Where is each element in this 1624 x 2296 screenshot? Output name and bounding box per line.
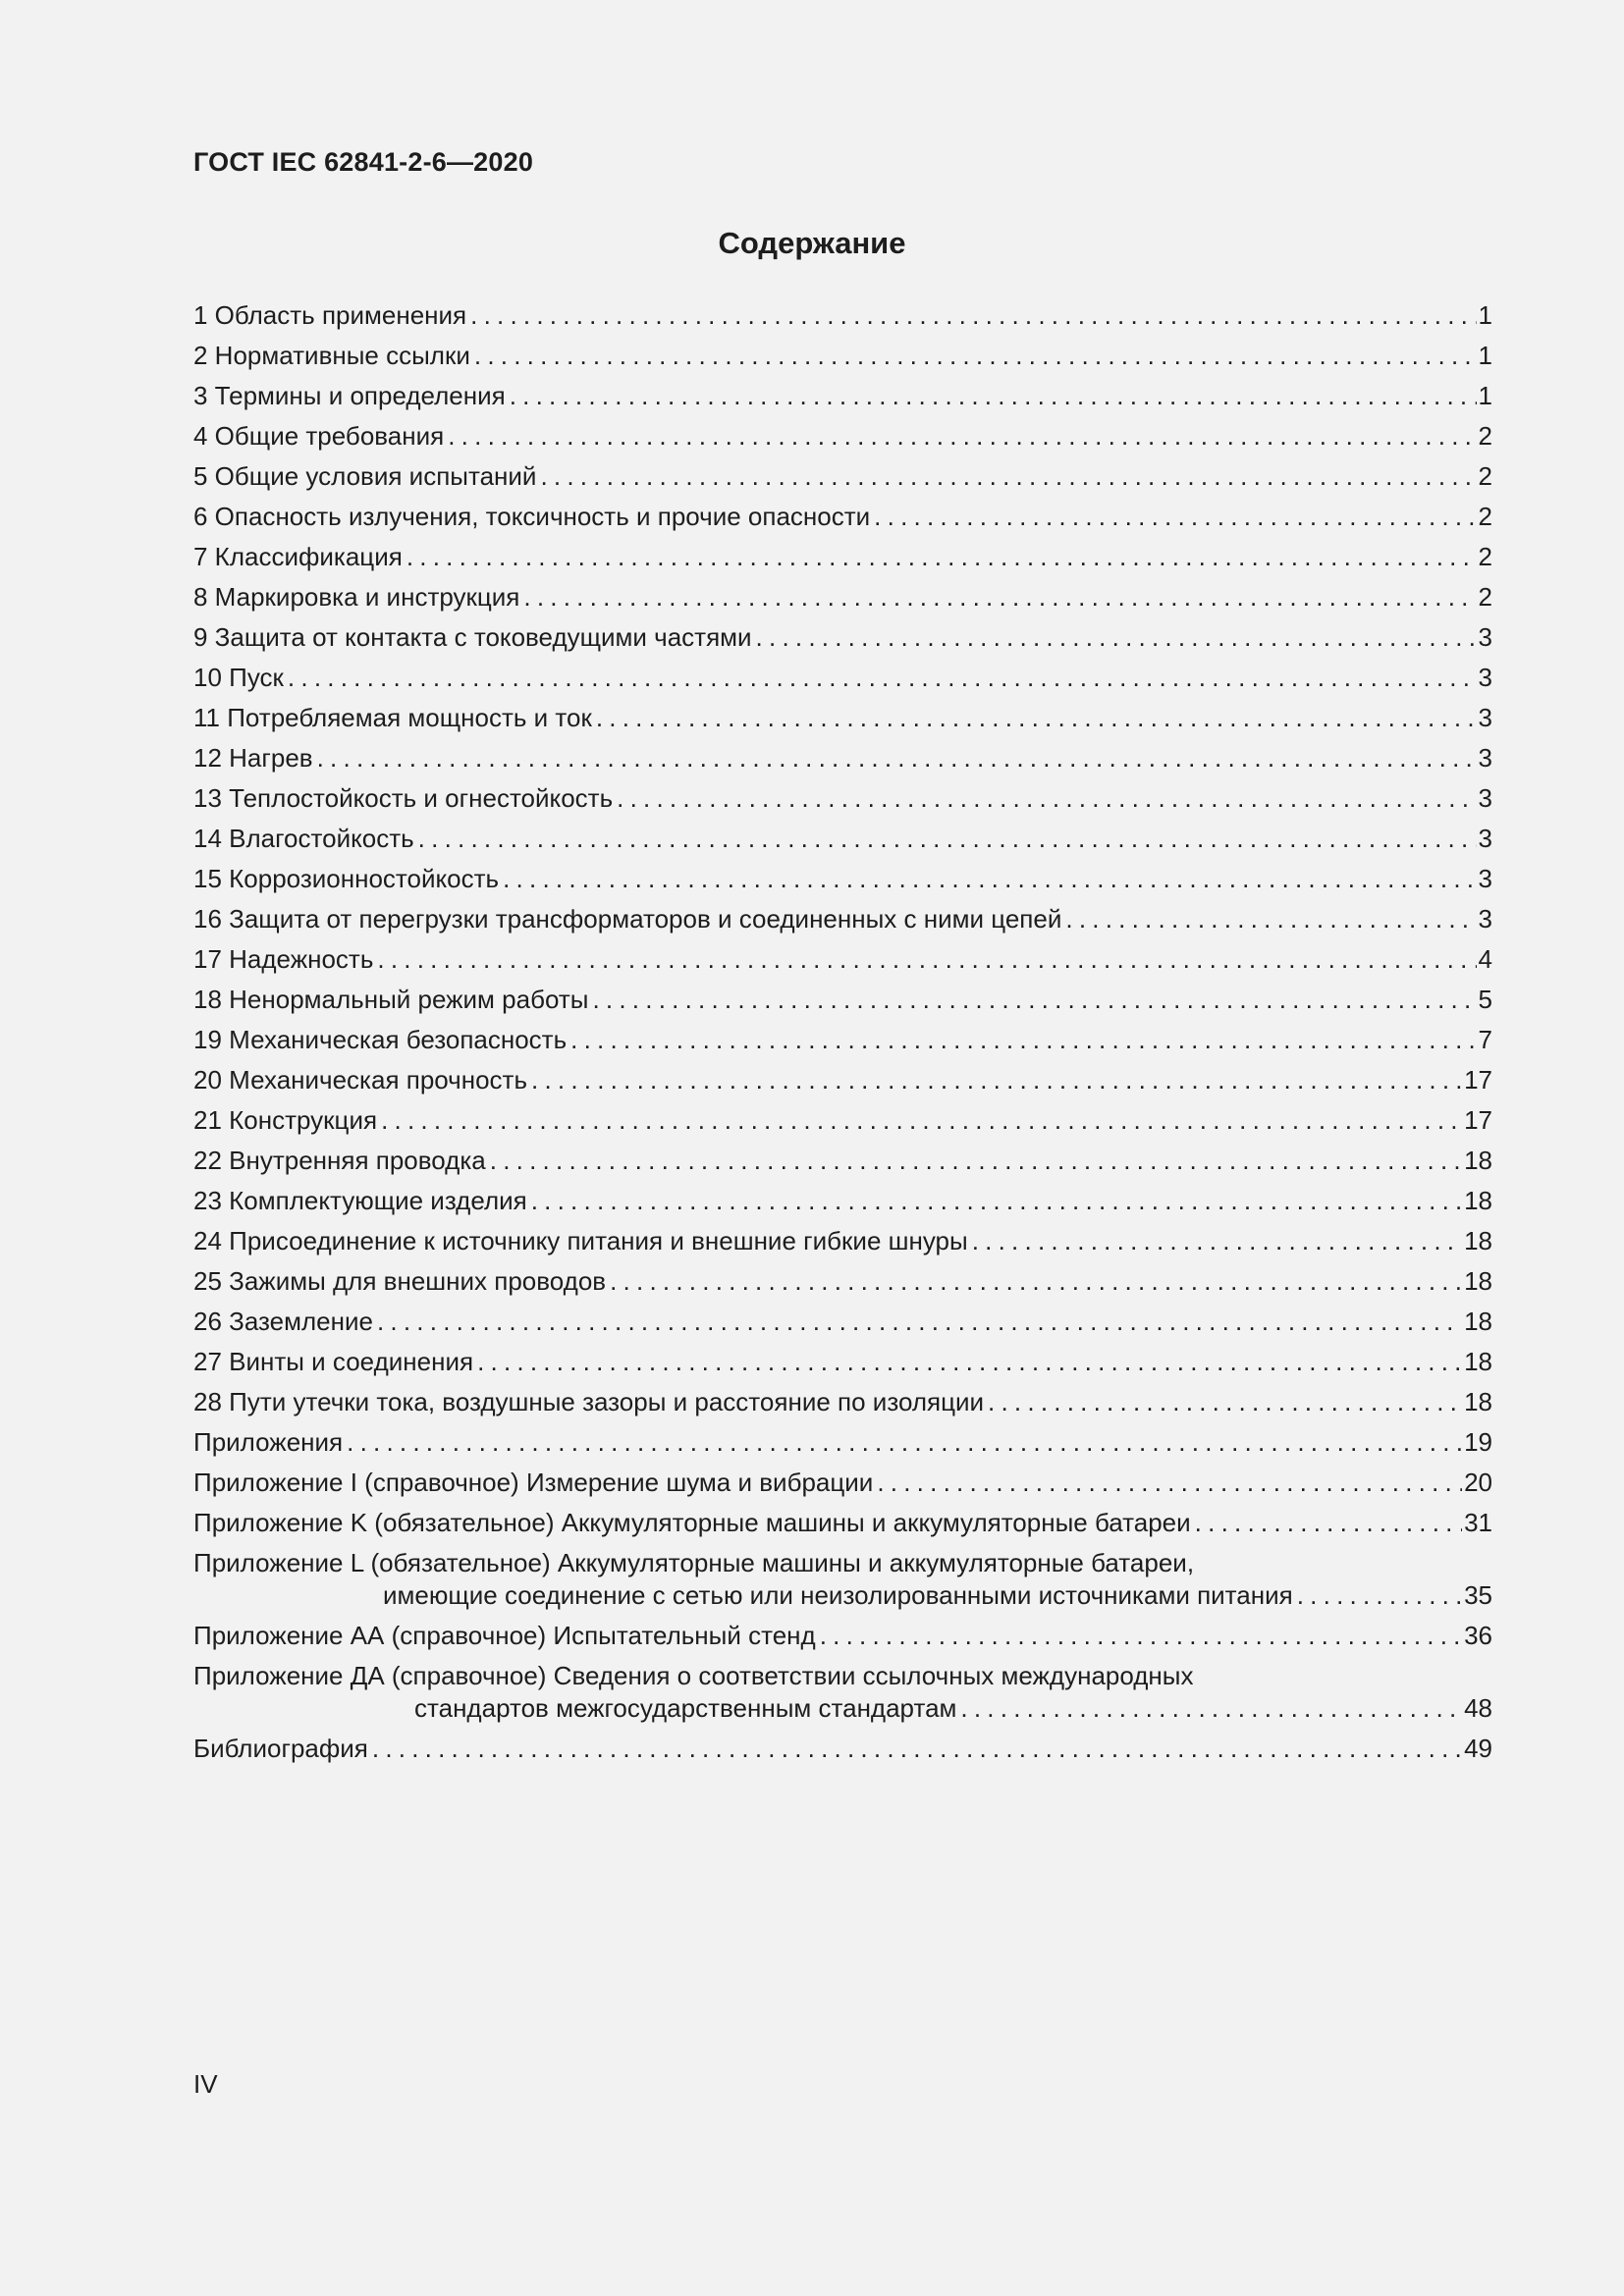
- toc-entry[interactable]: [193, 1261, 1492, 1302]
- toc-entry-page: 48: [1464, 1693, 1492, 1723]
- toc-entry[interactable]: [193, 819, 1492, 859]
- toc-entry-page: 2: [1478, 502, 1492, 531]
- toc-entry-label: 17 Надежность: [193, 944, 374, 974]
- toc-entry-label: 9 Защита от контакта с токоведущими частями: [193, 622, 752, 652]
- toc-entry-page: 2: [1478, 461, 1492, 491]
- toc-leader-dots: [347, 1422, 1462, 1463]
- toc-entry-label: 13 Теплостойкость и огнестойкость: [193, 783, 614, 813]
- toc-entry-label: Приложение K (обязательное) Аккумуляторные машины и аккумуляторные батареи: [193, 1508, 1191, 1537]
- toc-entry[interactable]: [193, 859, 1492, 899]
- toc-entry-label: Приложения: [193, 1427, 344, 1457]
- toc-entry-page: 3: [1478, 663, 1492, 692]
- toc-entry-page: 3: [1478, 622, 1492, 652]
- toc-leader-dots: [874, 497, 1476, 537]
- toc-leader-dots: [756, 617, 1477, 658]
- toc-entry-page: 2: [1478, 421, 1492, 451]
- toc-entry-label: 15 Коррозионностойкость: [193, 864, 500, 893]
- toc-entry-page: 3: [1478, 864, 1492, 893]
- toc-entry[interactable]: [193, 617, 1492, 658]
- toc-entry[interactable]: [193, 778, 1492, 819]
- toc-entry[interactable]: [193, 1221, 1492, 1261]
- toc-leader-dots: [960, 1692, 1462, 1725]
- toc-entry-page: 18: [1464, 1387, 1492, 1416]
- toc-leader-dots: [477, 1342, 1462, 1382]
- toc-entry-page: 5: [1478, 985, 1492, 1014]
- toc-leader-dots: [406, 537, 1477, 577]
- toc-leader-dots: [540, 456, 1476, 497]
- toc-leader-dots: [317, 738, 1477, 778]
- toc-entry[interactable]: [193, 738, 1492, 778]
- toc-entry-page: 18: [1464, 1146, 1492, 1175]
- toc-entry-page: 3: [1478, 783, 1492, 813]
- toc-leader-dots: [377, 1302, 1462, 1342]
- toc-leader-dots: [490, 1141, 1462, 1181]
- toc-leader-dots: [877, 1463, 1462, 1503]
- toc-entry-page: 17: [1464, 1065, 1492, 1095]
- document-code: ГОСТ IEC 62841-2-6—2020: [193, 147, 534, 177]
- toc-entry-label: 26 Заземление: [193, 1307, 373, 1336]
- toc-leader-dots: [596, 698, 1477, 738]
- toc-entry-page: 49: [1464, 1734, 1492, 1763]
- toc-entry-label: 21 Конструкция: [193, 1105, 378, 1135]
- toc-entry[interactable]: [193, 1342, 1492, 1382]
- toc-entry-page: 3: [1478, 743, 1492, 773]
- toc-entry[interactable]: [193, 497, 1492, 537]
- toc-entry-label: 10 Пуск: [193, 663, 284, 692]
- toc-entry-page: 20: [1464, 1468, 1492, 1497]
- toc-leader-dots: [610, 1261, 1462, 1302]
- toc-entry[interactable]: [193, 1422, 1492, 1463]
- toc-entry-page: 18: [1464, 1186, 1492, 1215]
- toc-entry-label: 6 Опасность излучения, токсичность и прочие опасности: [193, 502, 871, 531]
- toc-entry-label: 1 Область применения: [193, 300, 467, 330]
- toc-entry-label: 12 Нагрев: [193, 743, 313, 773]
- toc-entry-page: 18: [1464, 1307, 1492, 1336]
- toc-entry-label: 11 Потребляемая мощность и ток: [193, 703, 592, 732]
- toc-entry-page: 17: [1464, 1105, 1492, 1135]
- toc-leader-dots: [372, 1729, 1462, 1769]
- toc-entry-annex-l[interactable]: [193, 1543, 1492, 1616]
- toc-entry-page: 2: [1478, 542, 1492, 571]
- toc-leader-dots: [531, 1181, 1462, 1221]
- toc-entry-page: 3: [1478, 824, 1492, 853]
- toc-entry-label: 5 Общие условия испытаний: [193, 461, 537, 491]
- toc-entry-page: 7: [1478, 1025, 1492, 1054]
- toc-leader-dots: [523, 577, 1476, 617]
- toc-entry[interactable]: [193, 1382, 1492, 1422]
- toc-entry-label: 4 Общие требования: [193, 421, 445, 451]
- toc-entry-page: 1: [1478, 381, 1492, 410]
- toc-leader-dots: [820, 1616, 1462, 1656]
- toc-entry-label-continued: стандартов межгосударственным стандартам: [414, 1693, 957, 1723]
- toc-entry[interactable]: [193, 376, 1492, 416]
- toc-entry-label: 20 Механическая прочность: [193, 1065, 527, 1095]
- toc-entry-page: 1: [1478, 300, 1492, 330]
- toc-entry[interactable]: [193, 939, 1492, 980]
- toc-title: Содержание: [718, 226, 906, 260]
- toc-entry-label: Приложение АА (справочное) Испытательный стенд: [193, 1621, 816, 1650]
- toc-leader-dots: [592, 980, 1476, 1020]
- toc-leader-dots: [470, 295, 1476, 336]
- toc-entry-label: Приложение L (обязательное) Аккумуляторные машины и аккумуляторные батареи,: [193, 1548, 1195, 1577]
- toc-leader-dots: [474, 336, 1477, 376]
- toc-entry-label: Библиография: [193, 1734, 368, 1763]
- toc-entry[interactable]: [193, 416, 1492, 456]
- toc-entry-label: 3 Термины и определения: [193, 381, 506, 410]
- toc-entry[interactable]: [193, 1302, 1492, 1342]
- toc-entry[interactable]: [193, 658, 1492, 698]
- toc-entry-page: 36: [1464, 1621, 1492, 1650]
- toc-leader-dots: [617, 778, 1476, 819]
- toc-leader-dots: [377, 939, 1476, 980]
- toc-entry[interactable]: [193, 1100, 1492, 1141]
- toc-entry[interactable]: [193, 1141, 1492, 1181]
- toc-leader-dots: [448, 416, 1476, 456]
- page-number: IV: [193, 2069, 218, 2099]
- toc-entry-label: 23 Комплектующие изделия: [193, 1186, 527, 1215]
- toc-entry[interactable]: [193, 1020, 1492, 1060]
- toc-leader-dots: [503, 859, 1476, 899]
- toc-leader-dots: [988, 1382, 1462, 1422]
- toc-entry-label: 22 Внутренняя проводка: [193, 1146, 486, 1175]
- toc-leader-dots: [510, 376, 1477, 416]
- toc-entry[interactable]: [193, 1060, 1492, 1100]
- table-of-contents: [193, 295, 1492, 1769]
- toc-leader-dots: [288, 658, 1477, 698]
- toc-entry-page: 3: [1478, 904, 1492, 934]
- toc-entry[interactable]: [193, 295, 1492, 336]
- toc-leader-dots: [1297, 1579, 1462, 1612]
- toc-entry-label: 19 Механическая безопасность: [193, 1025, 568, 1054]
- toc-entry-page: 18: [1464, 1347, 1492, 1376]
- toc-leader-dots: [381, 1100, 1462, 1141]
- toc-entry-label: 2 Нормативные ссылки: [193, 341, 470, 370]
- toc-entry[interactable]: [193, 1181, 1492, 1221]
- toc-entry-label: 28 Пути утечки тока, воздушные зазоры и расстояние по изоляции: [193, 1387, 985, 1416]
- toc-entry-label: 14 Влагостойкость: [193, 824, 414, 853]
- toc-entry-label: 24 Присоединение к источнику питания и внешние гибкие шнуры: [193, 1226, 968, 1255]
- toc-entry[interactable]: [193, 336, 1492, 376]
- toc-entry-page: 19: [1464, 1427, 1492, 1457]
- toc-entry[interactable]: [193, 456, 1492, 497]
- toc-entry-label-continued: имеющие соединение с сетью или неизолированными источниками питания: [383, 1580, 1293, 1610]
- toc-entry-label: 7 Классификация: [193, 542, 403, 571]
- toc-entries: [193, 295, 1492, 1543]
- toc-leader-dots: [570, 1020, 1476, 1060]
- toc-entry-page: 31: [1464, 1508, 1492, 1537]
- toc-entry[interactable]: [193, 1503, 1492, 1543]
- toc-leader-dots: [531, 1060, 1462, 1100]
- toc-entry-label: 18 Ненормальный режим работы: [193, 985, 589, 1014]
- toc-leader-dots: [972, 1221, 1462, 1261]
- toc-entry-label: 27 Винты и соединения: [193, 1347, 474, 1376]
- toc-leader-dots: [418, 819, 1477, 859]
- toc-entry-annex-aa[interactable]: [193, 1616, 1492, 1656]
- toc-entry-page: 2: [1478, 582, 1492, 612]
- toc-entry-page: 35: [1464, 1580, 1492, 1610]
- toc-entry-page: 1: [1478, 341, 1492, 370]
- toc-entry-page: 18: [1464, 1226, 1492, 1255]
- toc-entry-label: 25 Зажимы для внешних проводов: [193, 1266, 607, 1296]
- toc-entry[interactable]: [193, 899, 1492, 939]
- toc-entry[interactable]: [193, 980, 1492, 1020]
- toc-entry-label: 8 Маркировка и инструкция: [193, 582, 520, 612]
- toc-entry-page: 4: [1478, 944, 1492, 974]
- toc-entry[interactable]: [193, 698, 1492, 738]
- toc-entry-page: 18: [1464, 1266, 1492, 1296]
- toc-leader-dots: [1065, 899, 1476, 939]
- toc-entry[interactable]: [193, 577, 1492, 617]
- toc-entry-label: 16 Защита от перегрузки трансформаторов и соединенных с ними цепей: [193, 904, 1062, 934]
- toc-entry[interactable]: [193, 537, 1492, 577]
- toc-entry-label: Приложение I (справочное) Измерение шума и вибрации: [193, 1468, 874, 1497]
- toc-entry-annex-da[interactable]: [193, 1656, 1492, 1729]
- toc-leader-dots: [1195, 1503, 1462, 1543]
- toc-entry-label: Приложение ДА (справочное) Сведения о соответствии ссылочных международных: [193, 1661, 1194, 1690]
- toc-entry-page: 3: [1478, 703, 1492, 732]
- toc-entry-bibliography[interactable]: [193, 1729, 1492, 1769]
- toc-entry[interactable]: [193, 1463, 1492, 1503]
